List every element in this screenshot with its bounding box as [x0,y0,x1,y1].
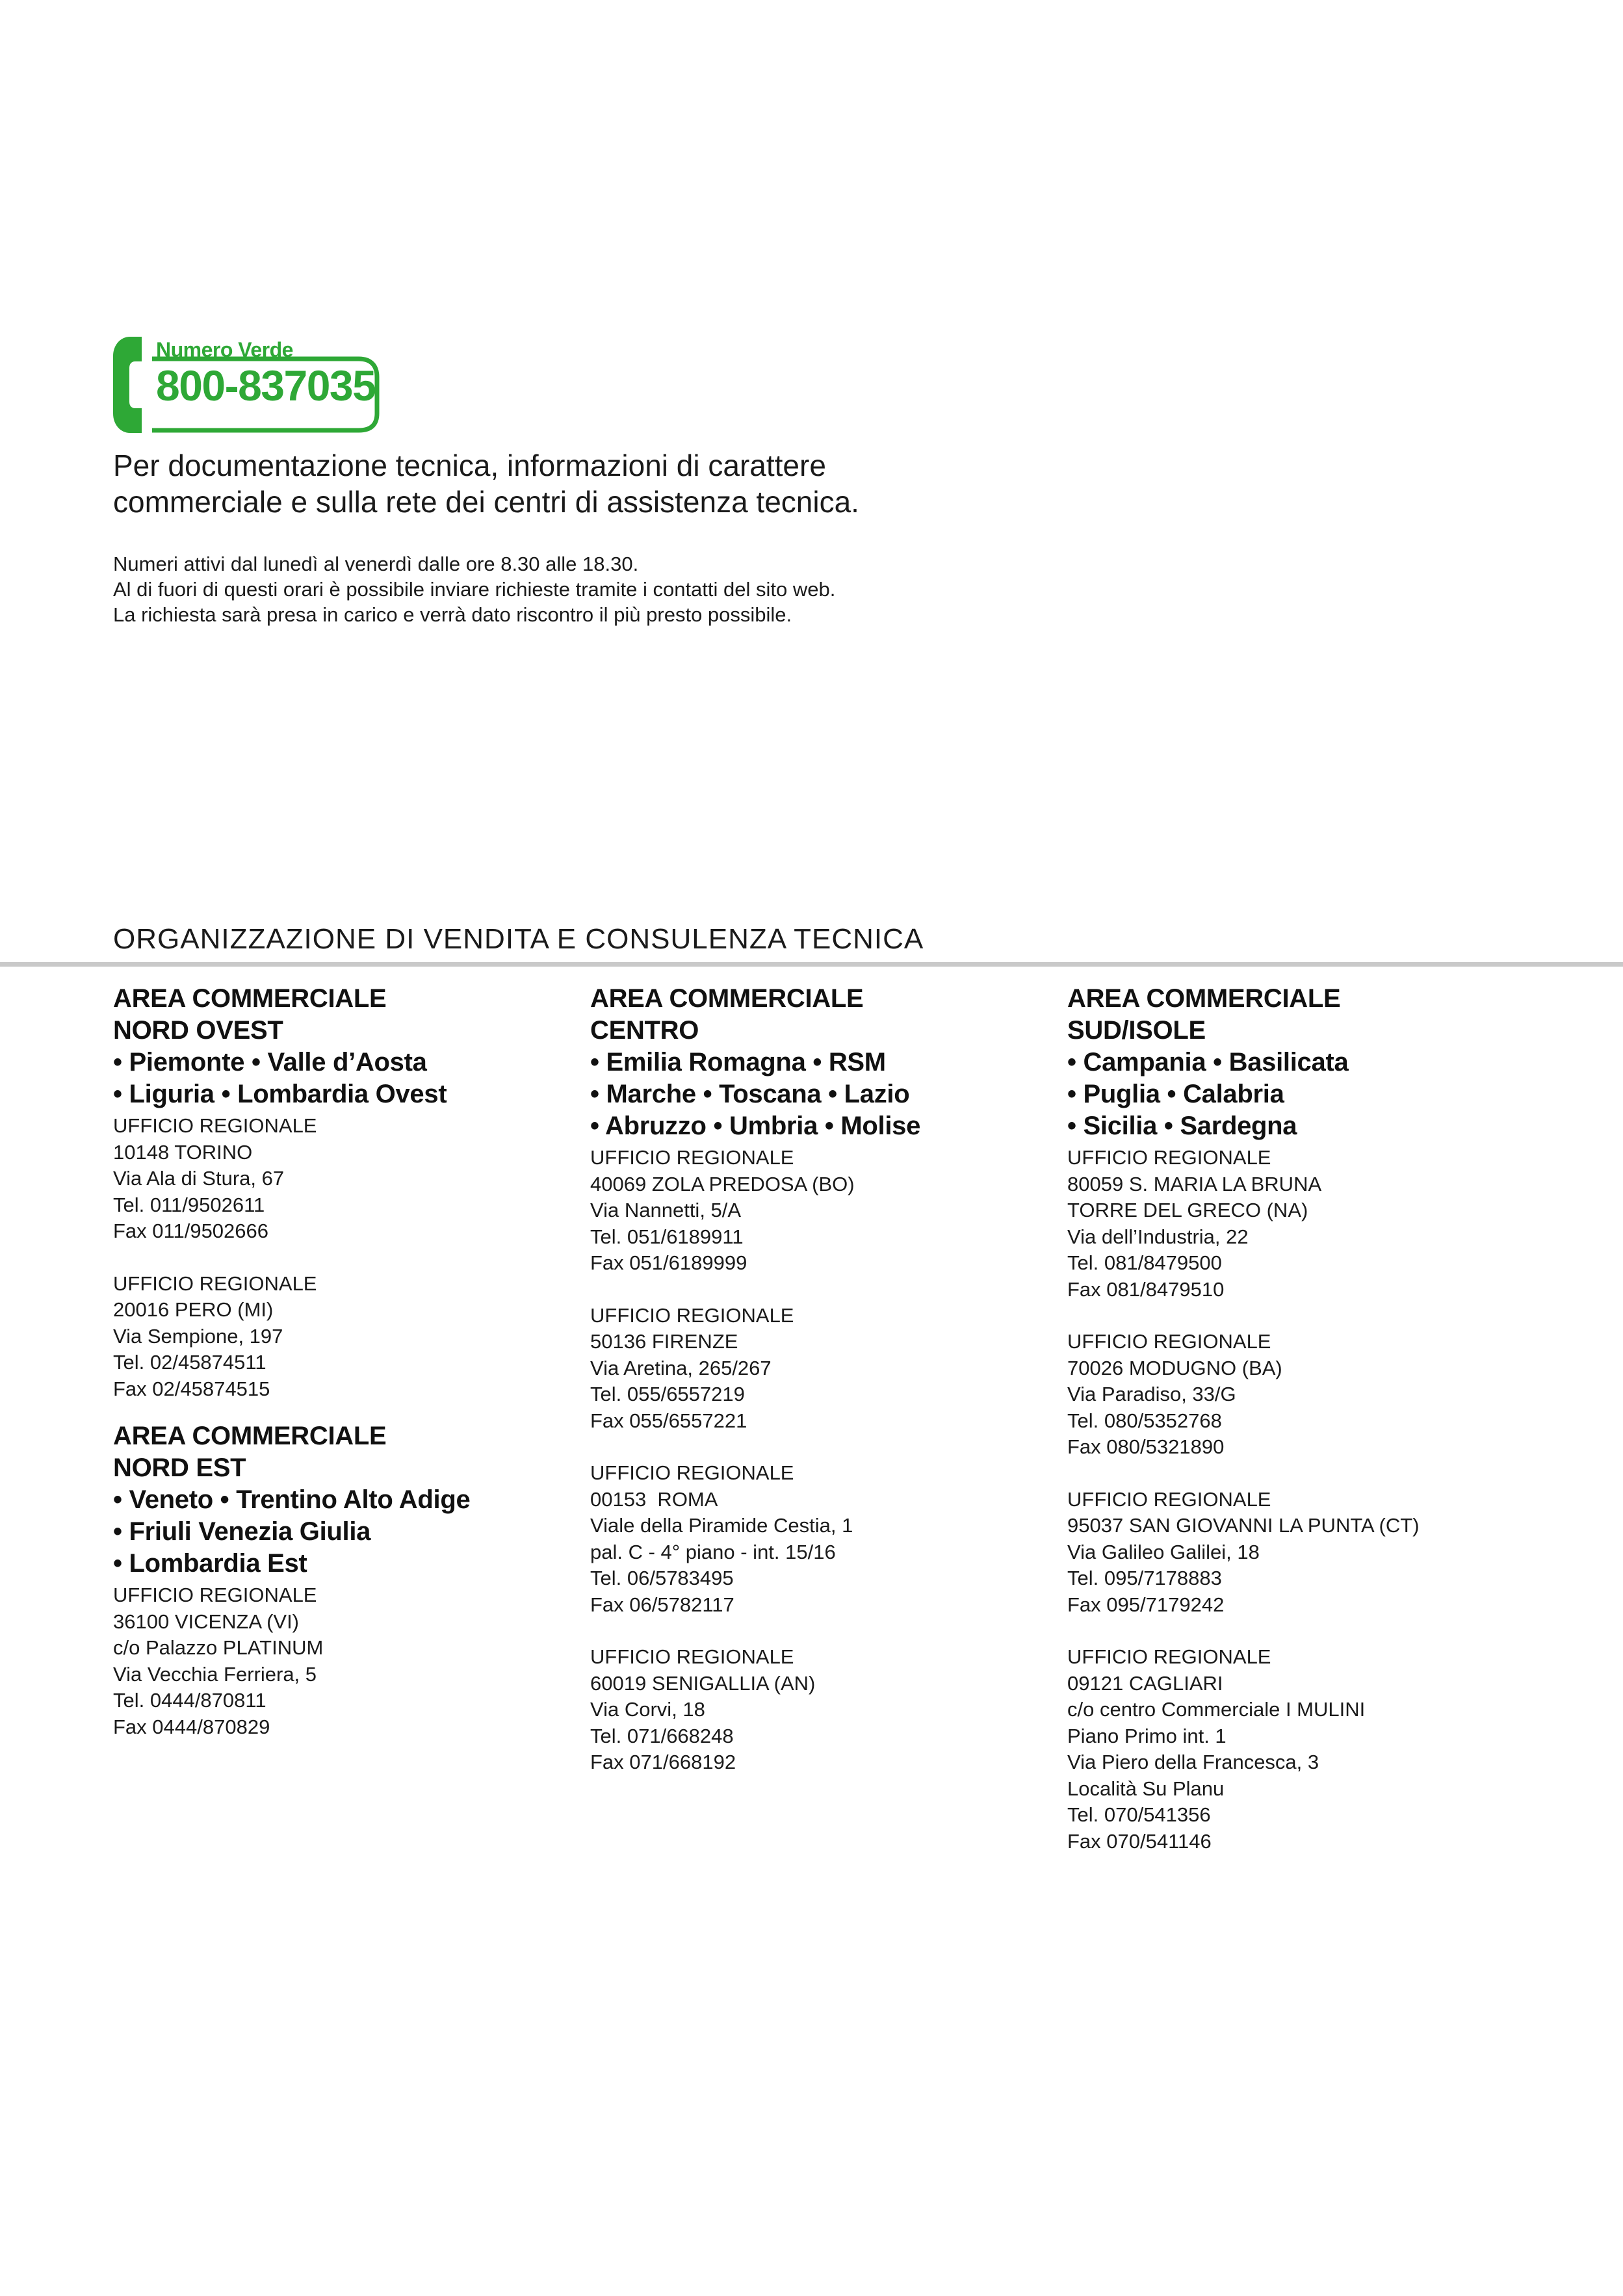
office-address: Via Paradiso, 33/G [1067,1383,1236,1405]
area-centro [590,983,1045,1776]
office-city: 80059 S. MARIA LA BRUNA [1067,1172,1322,1195]
office-phone[interactable]: Tel. 095/7178883 [1067,1567,1222,1589]
office-city: 09121 CAGLIARI [1067,1671,1223,1695]
toll-free-label: Numero Verde [156,338,293,361]
office-label: UFFICIO REGIONALE [1067,1645,1271,1668]
office-city: 10148 TORINO [113,1140,253,1164]
office-label: UFFICIO REGIONALE [113,1584,317,1606]
sales-column-1 [113,983,568,1756]
office-fax: Fax 071/668192 [590,1751,736,1773]
area-regions-line: • Piemonte • Valle d’Aosta [113,1048,427,1076]
office-san-giovanni-la-punta [1067,1487,1522,1619]
office-address: Località Su Planu [1067,1777,1225,1800]
hours-line: Numeri attivi dal lunedì al venerdì dalle ore 8.30 alle 18.30. [113,553,639,575]
area-regions-line: • Friuli Venezia Giulia [113,1517,371,1546]
office-city: 40069 ZOLA PREDOSA (BO) [590,1172,855,1195]
office-fax: Fax 0444/870829 [113,1715,270,1738]
sales-column-3 [1067,983,1522,1870]
office-city: 60019 SENIGALLIA (AN) [590,1671,816,1695]
area-heading-line: AREA COMMERCIALE [1067,984,1341,1013]
section-title: ORGANIZZAZIONE DI VENDITA E CONSULENZA TECNICA [113,923,924,955]
office-phone[interactable]: Tel. 070/541356 [1067,1803,1211,1826]
office-address: Via Piero della Francesca, 3 [1067,1751,1319,1773]
office-phone[interactable]: Tel. 02/45874511 [113,1351,266,1374]
office-address: pal. C - 4° piano - int. 15/16 [590,1540,836,1563]
office-address: Via Vecchia Ferriera, 5 [113,1662,317,1686]
office-address: Via Nannetti, 5/A [590,1199,742,1221]
office-city: 36100 VICENZA (VI) [113,1610,300,1633]
area-heading-line: AREA COMMERCIALE [113,1422,387,1450]
area-regions-line: • Marche • Toscana • Lazio [590,1080,910,1108]
office-fax: Fax 080/5321890 [1067,1435,1225,1458]
office-fax: Fax 06/5782117 [590,1593,734,1616]
office-phone[interactable]: Tel. 071/668248 [590,1724,734,1747]
office-fax: Fax 070/541146 [1067,1829,1212,1853]
office-phone[interactable]: Tel. 0444/870811 [113,1689,266,1712]
area-heading-line: CENTRO [590,1016,699,1045]
office-firenze [590,1303,1045,1435]
office-label: UFFICIO REGIONALE [590,1146,794,1169]
area-regions-line: • Lombardia Est [113,1549,307,1578]
area-regions-line: • Puglia • Calabria [1067,1080,1284,1108]
office-label: UFFICIO REGIONALE [590,1645,794,1668]
area-heading-line: NORD OVEST [113,1016,283,1045]
office-phone[interactable]: Tel. 080/5352768 [1067,1409,1222,1432]
office-fax: Fax 051/6189999 [590,1251,747,1274]
office-label: UFFICIO REGIONALE [1067,1487,1271,1511]
area-regions-line: • Liguria • Lombardia Ovest [113,1080,447,1108]
office-phone[interactable]: Tel. 081/8479500 [1067,1251,1222,1274]
office-label: UFFICIO REGIONALE [590,1303,794,1327]
area-regions-line: • Abruzzo • Umbria • Molise [590,1112,921,1140]
area-heading-line: AREA COMMERCIALE [113,984,387,1013]
office-city: 20016 PERO (MI) [113,1298,274,1321]
office-torre-del-greco [1067,1145,1522,1303]
office-fax: Fax 055/6557221 [590,1409,747,1432]
hours-note [113,551,1023,627]
office-fax: Fax 011/9502666 [113,1220,269,1242]
office-fax: Fax 081/8479510 [1067,1277,1225,1301]
office-address: Via Sempione, 197 [113,1324,283,1348]
office-phone[interactable]: Tel. 055/6557219 [590,1383,745,1405]
office-label: UFFICIO REGIONALE [113,1272,317,1295]
office-label: UFFICIO REGIONALE [113,1114,317,1137]
office-address: Via Ala di Stura, 67 [113,1167,285,1190]
office-address: Viale della Piramide Cestia, 1 [590,1514,853,1537]
office-roma [590,1460,1045,1618]
office-city: 70026 MODUGNO (BA) [1067,1356,1282,1379]
office-address: Via Aretina, 265/267 [590,1356,772,1379]
office-fax: Fax 02/45874515 [113,1377,270,1400]
office-address: Via Galileo Galilei, 18 [1067,1540,1260,1563]
office-label: UFFICIO REGIONALE [1067,1330,1271,1353]
office-city: 50136 FIRENZE [590,1330,738,1353]
intro-text [113,447,958,520]
hours-line: La richiesta sarà presa in carico e verrà dato riscontro il più presto possibile. [113,603,792,626]
office-modugno [1067,1329,1522,1461]
office-address: c/o centro Commerciale I MULINI [1067,1698,1366,1721]
office-label: UFFICIO REGIONALE [1067,1146,1271,1169]
office-city: 00153 ROMA [590,1487,718,1511]
office-address: Via Corvi, 18 [590,1698,705,1721]
office-city: 95037 SAN GIOVANNI LA PUNTA (CT) [1067,1514,1420,1537]
office-address: Via dell’Industria, 22 [1067,1225,1249,1248]
intro-line: Per documentazione tecnica, informazioni di carattere [113,449,826,482]
area-heading-line: SUD/ISOLE [1067,1016,1206,1045]
office-phone[interactable]: Tel. 06/5783495 [590,1567,734,1589]
area-sud-isole [1067,983,1522,1855]
area-regions-line: • Sicilia • Sardegna [1067,1112,1297,1140]
area-nord-est [113,1420,568,1740]
area-regions-line: • Campania • Basilicata [1067,1048,1349,1076]
office-phone[interactable]: Tel. 051/6189911 [590,1225,744,1248]
area-heading-line: NORD EST [113,1454,246,1482]
area-regions-line: • Emilia Romagna • RSM [590,1048,886,1076]
office-address: c/o Palazzo PLATINUM [113,1636,324,1659]
area-heading-line: AREA COMMERCIALE [590,984,864,1013]
hours-line: Al di fuori di questi orari è possibile inviare richieste tramite i contatti del sito web. [113,578,836,601]
area-regions-line: • Veneto • Trentino Alto Adige [113,1485,471,1514]
office-vicenza [113,1582,568,1740]
office-zola-predosa [590,1145,1045,1277]
sales-column-2 [590,983,1045,1792]
office-senigallia [590,1644,1045,1776]
office-torino [113,1113,568,1245]
office-label: UFFICIO REGIONALE [590,1461,794,1484]
office-city: TORRE DEL GRECO (NA) [1067,1199,1308,1221]
toll-free-logo [112,333,385,438]
toll-free-number[interactable]: 800-837035 [156,361,376,410]
office-cagliari [1067,1644,1522,1855]
intro-line: commerciale e sulla rete dei centri di assistenza tecnica. [113,485,859,519]
office-pero [113,1271,568,1403]
section-divider [0,962,1623,967]
office-address: Piano Primo int. 1 [1067,1724,1227,1747]
area-nord-ovest [113,983,568,1402]
office-phone[interactable]: Tel. 011/9502611 [113,1193,265,1216]
office-fax: Fax 095/7179242 [1067,1593,1225,1616]
